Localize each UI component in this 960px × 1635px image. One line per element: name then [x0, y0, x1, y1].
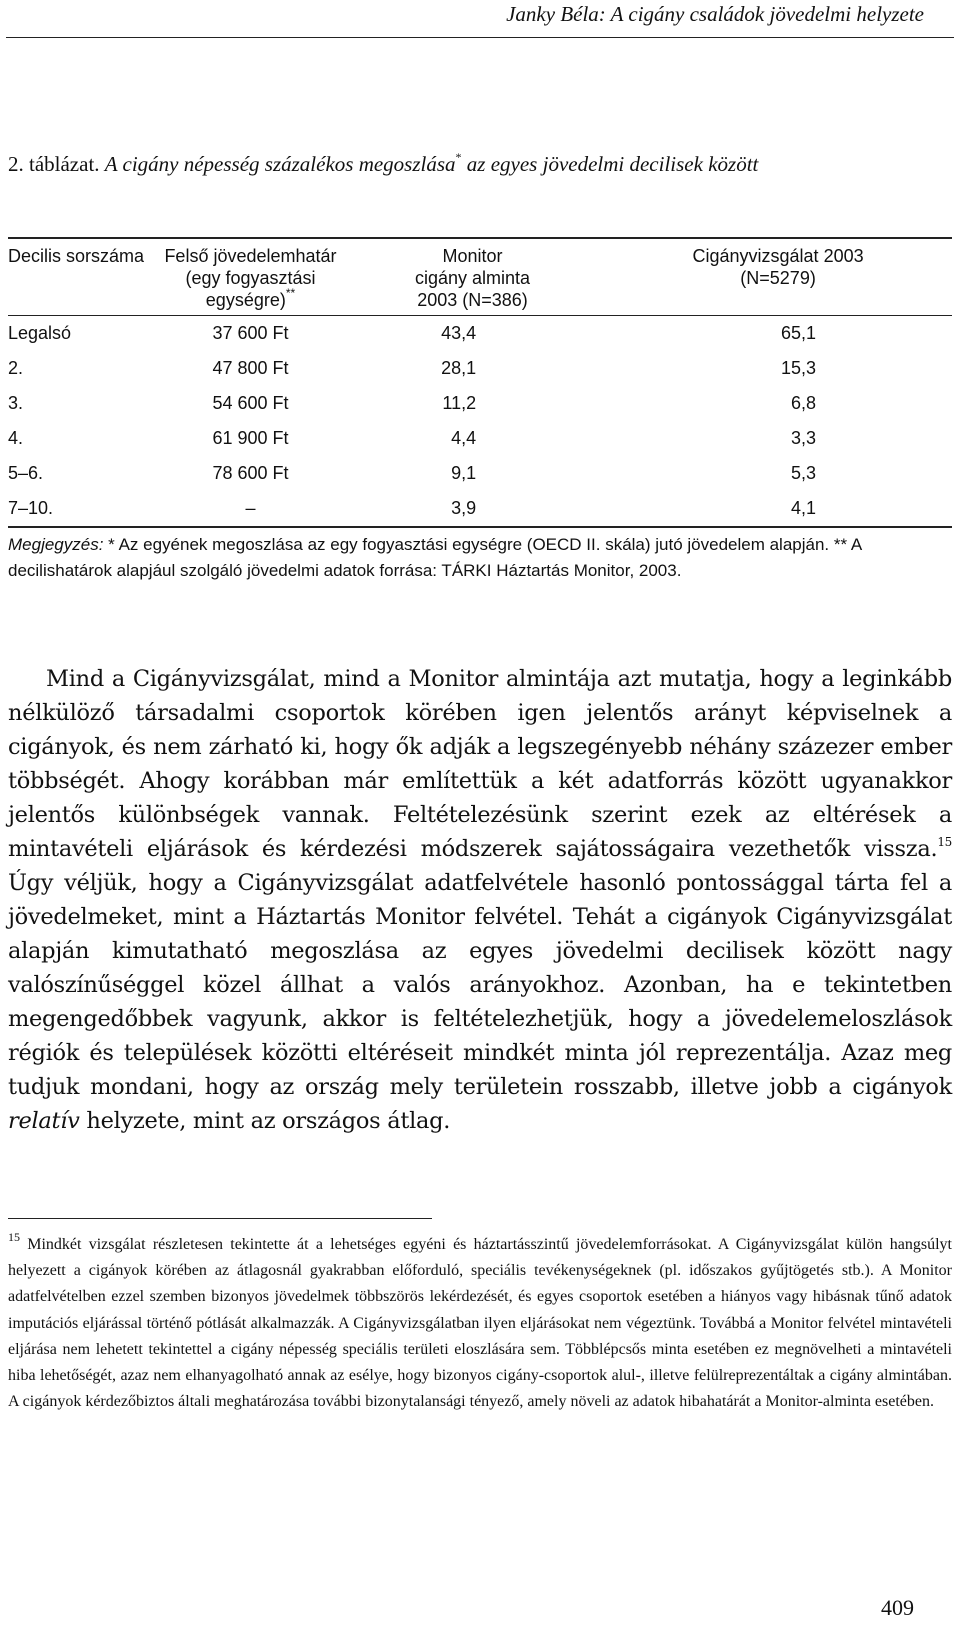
col-header-monitor: [341, 238, 604, 316]
page-number: 409: [881, 1595, 914, 1620]
table-note-text: * Az egyének megoszlása az egy fogyasztási egységre (OECD II. skála) jutó jövedelem alapján. ** A decilishatárok alapjául szolgáló jövedelmi adatok forrása: TÁRKI Háztartás Monitor, 2003.: [8, 535, 862, 580]
footnote-reference[interactable]: 15: [937, 834, 952, 849]
table-row: [8, 351, 952, 386]
cell-limit: 78 600 Ft: [212, 463, 289, 483]
cell-monitor: 28,1: [441, 358, 477, 378]
table-note-label: Megjegyzés:: [8, 535, 104, 554]
table-row: [8, 491, 952, 527]
body-text-part-2: Úgy véljük, hogy a Cigányvizsgálat adatfelvétele hasonló pontossággal tárta fel a jövedelmeket, mint a Háztartás Monitor felvétel. Tehát a cigányok Cigányvizsgálat alapján kimutatható megoszlása az egyes jövedelmi decilisek között nagy valószínűséggel közel állhat a valós arányokhoz. Azonban, ha e tekintetben megengedőbbek vagyunk, akkor is feltételezhetjük, hogy a jövedelemeloszlások régiók és települések közötti eltéréseit mindkét minta jól reprezentálja. Azaz meg tudjuk mondani, hogy az ország mely területein rosszabb, illetve jobb a cigányok: [8, 870, 952, 1100]
cell-decile: 5–6.: [8, 463, 44, 483]
col-header-line: Felső jövedelemhatár: [164, 246, 337, 266]
table-row: [8, 316, 952, 352]
col-header-line: 2003 (N=386): [417, 290, 528, 310]
body-emphasis: relatív: [8, 1108, 80, 1134]
col-header-line: (egy fogyasztási: [185, 268, 316, 288]
cell-monitor: 9,1: [451, 463, 477, 483]
col-header-line: (N=5279): [740, 268, 816, 288]
body-text-part-3: helyzete, mint az országos átlag.: [86, 1108, 451, 1134]
footnote: [8, 1229, 953, 1415]
cell-survey: 5,3: [790, 463, 816, 483]
table-row: [8, 421, 952, 456]
cell-monitor: 3,9: [451, 498, 477, 518]
body-paragraph: [8, 662, 952, 1138]
footnote-text: Mindkét vizsgálat részletesen tekintette át a lehetséges egyéni és háztartásszintű jövedelemforrásokat. A Cigányvizsgálat külön hangsúlyt helyezett a cigányok körében az átlagosnál gyakrabban előforduló, speciális tevékenységeknek (pl. időszakos gyűjtögetés stb.). A Monitor adatfelvételben ezzel szemben bizonyos jövedelmek többszörös lekérdezését, és egyes csoportok esetében a hiányos vagy hibásnak tűnő adatok imputációs eljárással történő pótlását alkalmazzák. A Cigányvizsgálatban ilyen eljárásokat nem végeztünk. Továbbá a Monitor felvétel mintavételi eljárása nem lehetett tekintettel a cigány népesség speciális területi eloszlására sem. Többlépcsős minta esetében ez megnövelheti a mintavételi hiba lehetőségét, azaz nem elhanyagolható annak az esélye, hogy bizonyos cigány-csoportok alul-, illetve felülreprezentáltak a cigány almintában. A cigányok kérdezőbiztos általi meghatározása további bizonytalansági tényező, amely növeli az adatok hibahatárát a Monitor-alminta esetében.: [8, 1236, 953, 1411]
cell-decile: 7–10.: [8, 498, 54, 518]
table-note: [8, 532, 952, 584]
cell-monitor: 4,4: [451, 428, 477, 448]
cell-survey: 4,1: [790, 498, 816, 518]
col-header-line: egységre): [205, 290, 286, 310]
col-header-income-limit: [160, 238, 341, 316]
col-header-survey: [604, 238, 952, 316]
cell-limit: 47 800 Ft: [212, 358, 289, 378]
col-header-line: cigány alminta: [414, 268, 531, 288]
body-text-part-1: Mind a Cigányvizsgálat, mind a Monitor almintája azt mutatja, hogy a leginkább nélkülöző társadalmi csoportok körében igen jelentős arányt képviselnek a cigányok, és nem zárható ki, hogy ők adják a legszegényebb néhány százezer ember többségét. Ahogy korábban már említettük a két adatforrás között ugyanakkor jelentős különbségek vannak. Feltételezésünk szerint ezek az eltérések a mintavételi eljárások és kérdezési módszerek sajátosságaira vezethetők vissza.: [8, 666, 952, 862]
footnote-number: 15: [8, 1229, 20, 1244]
table-label: 2. táblázat.: [8, 152, 100, 176]
table-row: [8, 386, 952, 421]
col-header-mark: **: [285, 286, 296, 300]
col-header-line: Monitor: [442, 246, 503, 266]
decile-table: [8, 237, 952, 528]
cell-decile: 2.: [8, 358, 24, 378]
footnote-rule: [8, 1218, 432, 1219]
cell-limit: –: [245, 498, 256, 518]
cell-survey: 15,3: [780, 358, 816, 378]
cell-survey: 6,8: [790, 393, 816, 413]
col-header-line: Decilis sorszáma: [8, 246, 145, 266]
cell-decile: 3.: [8, 393, 24, 413]
running-header: Janky Béla: A cigány családok jövedelmi helyzete: [506, 2, 924, 26]
cell-decile: Legalsó: [8, 323, 72, 343]
cell-decile: 4.: [8, 428, 24, 448]
table-caption-mark: *: [455, 150, 462, 164]
cell-limit: 37 600 Ft: [212, 323, 289, 343]
table-row: [8, 456, 952, 491]
cell-limit: 61 900 Ft: [212, 428, 289, 448]
table-header-row: [8, 238, 952, 316]
cell-survey: 3,3: [790, 428, 816, 448]
table-title: [8, 148, 948, 180]
cell-limit: 54 600 Ft: [212, 393, 289, 413]
cell-survey: 65,1: [780, 323, 816, 343]
table-caption-a: A cigány népesség százalékos megoszlása: [104, 152, 456, 176]
cell-monitor: 43,4: [441, 323, 477, 343]
col-header-decile: [8, 238, 160, 316]
header-rule: [6, 37, 954, 38]
col-header-line: Cigányvizsgálat 2003: [692, 246, 864, 266]
table-caption-b: az egyes jövedelmi decilisek között: [466, 152, 759, 176]
cell-monitor: 11,2: [442, 393, 477, 413]
